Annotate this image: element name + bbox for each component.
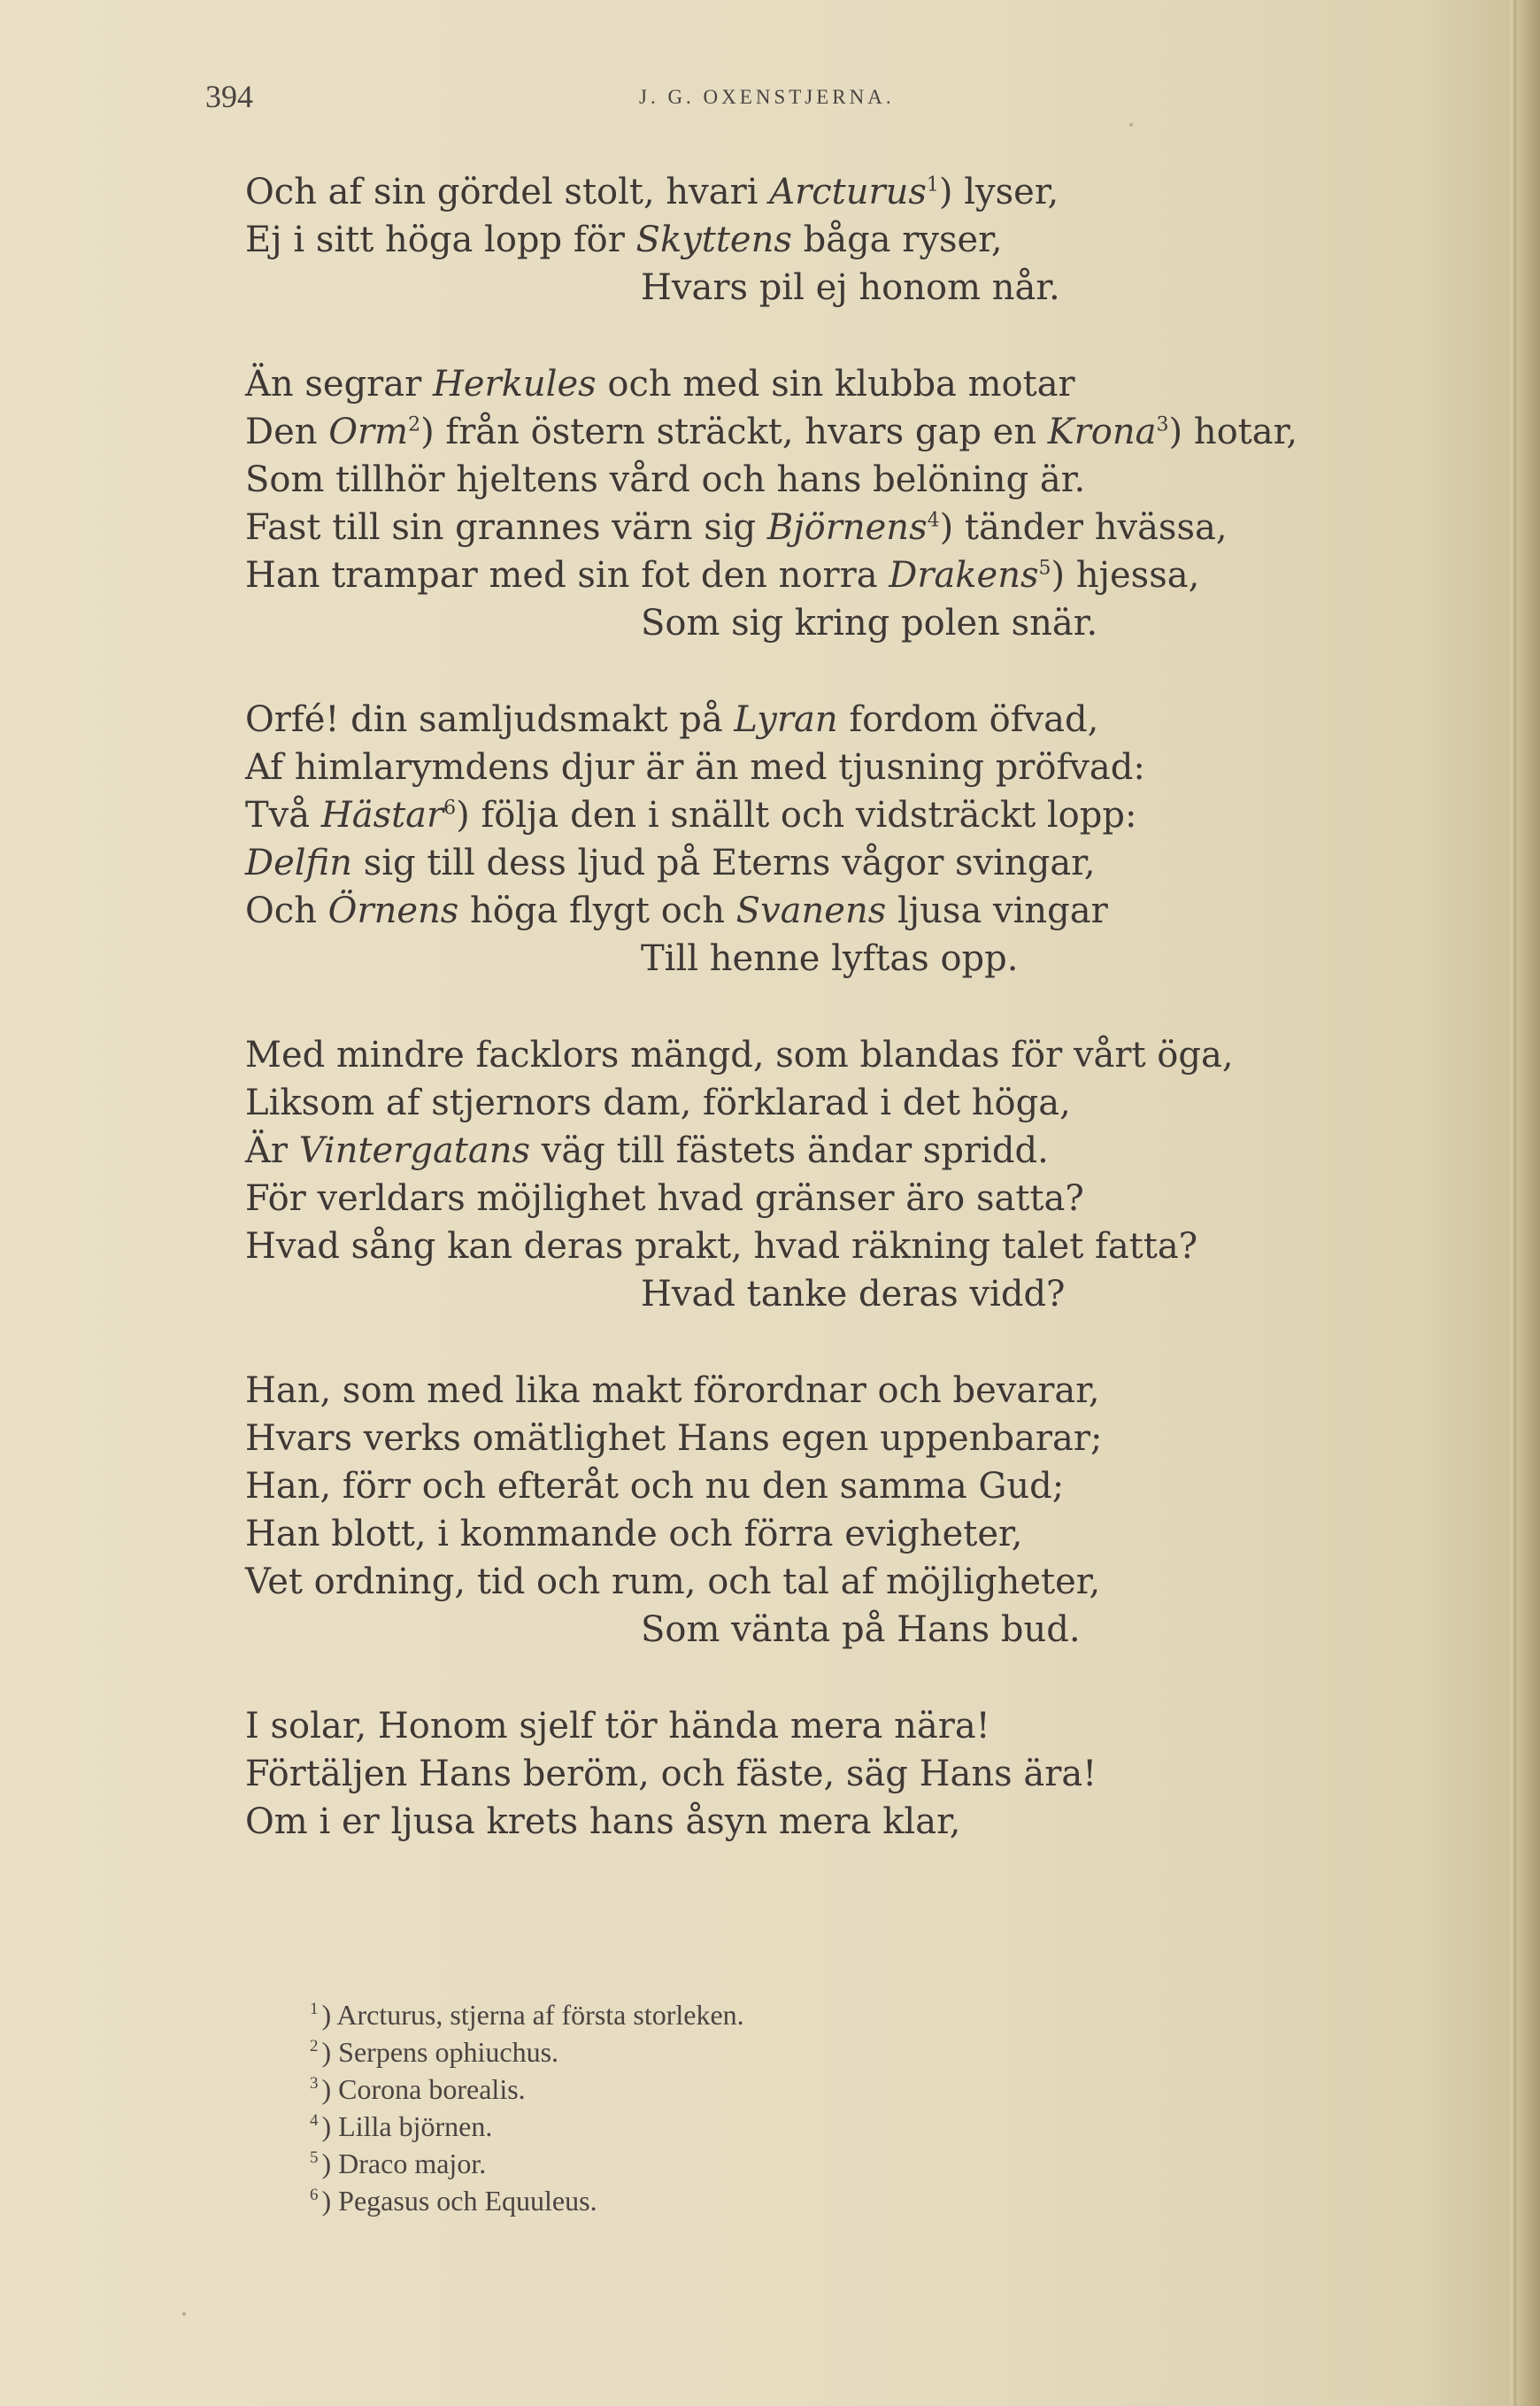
line-text: Till henne lyftas opp. [641, 938, 1019, 979]
line-text: Två [245, 795, 321, 836]
footnote-ref: 4 [927, 509, 940, 532]
footnote [310, 2033, 744, 2071]
page-header [205, 78, 1444, 120]
poem-line [245, 360, 1440, 408]
footnote-text: ) Corona borealis. [321, 2073, 526, 2105]
poem-line [245, 599, 1440, 647]
footnote [310, 2145, 744, 2182]
poem-line [245, 408, 1440, 456]
poem-line [245, 1415, 1440, 1462]
line-text: ) tänder hvässa, [939, 507, 1228, 548]
line-text: Orfé! din samljudsmakt på [245, 699, 735, 740]
poem-line [245, 1558, 1440, 1606]
poem-line [245, 456, 1440, 504]
poem-line [245, 216, 1440, 264]
italic-name: Hästar [320, 795, 444, 836]
footnote-ref: 5 [1038, 557, 1051, 580]
footnote-number: 3 [310, 2074, 319, 2094]
line-text: ) lyser, [938, 172, 1059, 212]
poem-line [245, 1750, 1440, 1798]
footnote-number: 5 [310, 2148, 319, 2168]
poem-line [245, 1031, 1440, 1079]
poem-line [245, 1702, 1440, 1750]
footnote [310, 2108, 744, 2145]
footnote-number: 1 [310, 2000, 319, 2019]
italic-name: Vintergatans [298, 1130, 531, 1171]
stanza [245, 1367, 1440, 1654]
line-text: Han, som med lika makt förordnar och bevarar, [245, 1370, 1100, 1411]
stanza [245, 1702, 1440, 1846]
line-text: För verldars möjlighet hvad gränser äro satta? [245, 1178, 1084, 1219]
line-text: Än segrar [245, 364, 433, 405]
line-text: Ej i sitt höga lopp för [245, 220, 636, 260]
poem-line [245, 1270, 1440, 1318]
stanza [245, 1031, 1440, 1318]
poem-line [245, 744, 1440, 791]
poem-line [245, 1367, 1440, 1415]
poem-line [245, 1175, 1440, 1222]
footnote-number: 2 [310, 2037, 319, 2056]
poem-line [245, 696, 1440, 744]
footnote-text: ) Draco major. [321, 2148, 487, 2179]
poem-line [245, 1462, 1440, 1510]
italic-name: Herkules [432, 364, 597, 405]
italic-name: Drakens [889, 555, 1039, 596]
italic-name: Arcturus [769, 172, 927, 212]
poem-line [245, 504, 1440, 551]
line-text: väg till fästets ändar spridd. [530, 1130, 1049, 1171]
italic-name: Svanens [735, 891, 887, 931]
footnote-text: ) Arcturus, stjerna af första storleken. [321, 1999, 744, 2031]
line-text: Hvars pil ej honom når. [641, 267, 1060, 308]
poem-line [245, 1606, 1440, 1654]
line-text: ) hjessa, [1051, 555, 1200, 596]
italic-name: Skyttens [635, 220, 792, 260]
footnote-text: ) Lilla björnen. [321, 2110, 493, 2142]
italic-name: Delfin [245, 843, 352, 883]
line-text: ) från östern sträckt, hvars gap en [420, 412, 1048, 452]
footnote-ref: 1 [926, 174, 939, 197]
line-text: ljusa vingar [886, 891, 1108, 931]
italic-name: Björnens [766, 507, 928, 548]
line-text: Med mindre facklors mängd, som blandas för vårt öga, [245, 1035, 1234, 1076]
italic-name: Orm [328, 412, 409, 452]
footnote-text: ) Serpens ophiuchus. [321, 2036, 559, 2068]
footnote-ref: 6 [443, 797, 457, 820]
line-text: fordom öfvad, [837, 699, 1099, 740]
italic-name: Örnens [327, 891, 459, 931]
line-text: Af himlarymdens djur är än med tjusning pröfvad: [245, 747, 1145, 788]
italic-name: Lyran [734, 699, 838, 740]
poem-line [245, 168, 1440, 216]
poem-line [245, 551, 1440, 599]
poem-line [245, 1222, 1440, 1270]
line-text: Fast till sin grannes värn sig [245, 507, 767, 548]
poem-body [245, 168, 1440, 1894]
page-number: 394 [205, 79, 253, 114]
line-text: Hvad tanke deras vidd? [641, 1274, 1066, 1315]
stanza [245, 696, 1440, 983]
line-text: Förtäljen Hans beröm, och fäste, säg Hans ära! [245, 1754, 1097, 1794]
line-text: sig till dess ljud på Eterns vågor svingar, [351, 843, 1096, 883]
line-text: Den [245, 412, 329, 452]
line-text: Och af sin gördel stolt, hvari [245, 172, 770, 212]
poem-line [245, 791, 1440, 839]
footnote-ref: 3 [1156, 413, 1169, 436]
line-text: I solar, Honom sjelf tör hända mera nära! [245, 1706, 990, 1747]
footnote [310, 2071, 744, 2108]
italic-name: Krona [1047, 412, 1157, 452]
line-text: Hvad sång kan deras prakt, hvad räkning talet fatta? [245, 1226, 1198, 1267]
footnote-ref: 2 [408, 413, 421, 436]
line-text: Hvars verks omätlighet Hans egen uppenbarar; [245, 1418, 1103, 1459]
stanza [245, 360, 1440, 647]
poem-line [245, 264, 1440, 312]
poem-line [245, 1510, 1440, 1558]
line-text: Vet ordning, tid och rum, och tal af möjligheter, [245, 1562, 1101, 1602]
footnote-text: ) Pegasus och Equuleus. [321, 2185, 597, 2217]
footnote [310, 1996, 744, 2033]
footnote-number: 4 [310, 2111, 319, 2131]
line-text: ) följa den i snällt och vidsträckt lopp: [456, 795, 1137, 836]
poem-line [245, 1127, 1440, 1175]
line-text: ) hotar, [1168, 412, 1298, 452]
line-text: Liksom af stjernors dam, förklarad i det höga, [245, 1083, 1071, 1123]
line-text: Han, förr och efteråt och nu den samma Gud; [245, 1466, 1065, 1507]
poem-line [245, 839, 1440, 887]
poem-line [245, 935, 1440, 983]
paper-speck [182, 2312, 186, 2316]
footnotes [310, 1996, 744, 2219]
paper-speck [1129, 123, 1133, 127]
poem-line [245, 887, 1440, 935]
line-text: Som sig kring polen snär. [641, 603, 1098, 644]
poem-line [245, 1079, 1440, 1127]
stanza [245, 168, 1440, 312]
line-text: Och [245, 891, 328, 931]
poem-line [245, 1798, 1440, 1846]
line-text: och med sin klubba motar [596, 364, 1075, 405]
line-text: Är [245, 1130, 299, 1171]
line-text: Han trampar med sin fot den norra [245, 555, 889, 596]
line-text: båga ryser, [791, 220, 1003, 260]
line-text: Om i er ljusa krets hans åsyn mera klar, [245, 1801, 961, 1842]
footnote [310, 2182, 744, 2219]
line-text: Som tillhör hjeltens vård och hans belöning är. [245, 459, 1086, 500]
running-head: J. G. OXENSTJERNA. [639, 86, 895, 108]
line-text: höga flygt och [458, 891, 736, 931]
footnote-number: 6 [310, 2186, 319, 2205]
line-text: Som vänta på Hans bud. [641, 1609, 1081, 1650]
book-spine-edge [1513, 0, 1517, 2406]
line-text: Han blott, i kommande och förra evigheter, [245, 1514, 1023, 1554]
